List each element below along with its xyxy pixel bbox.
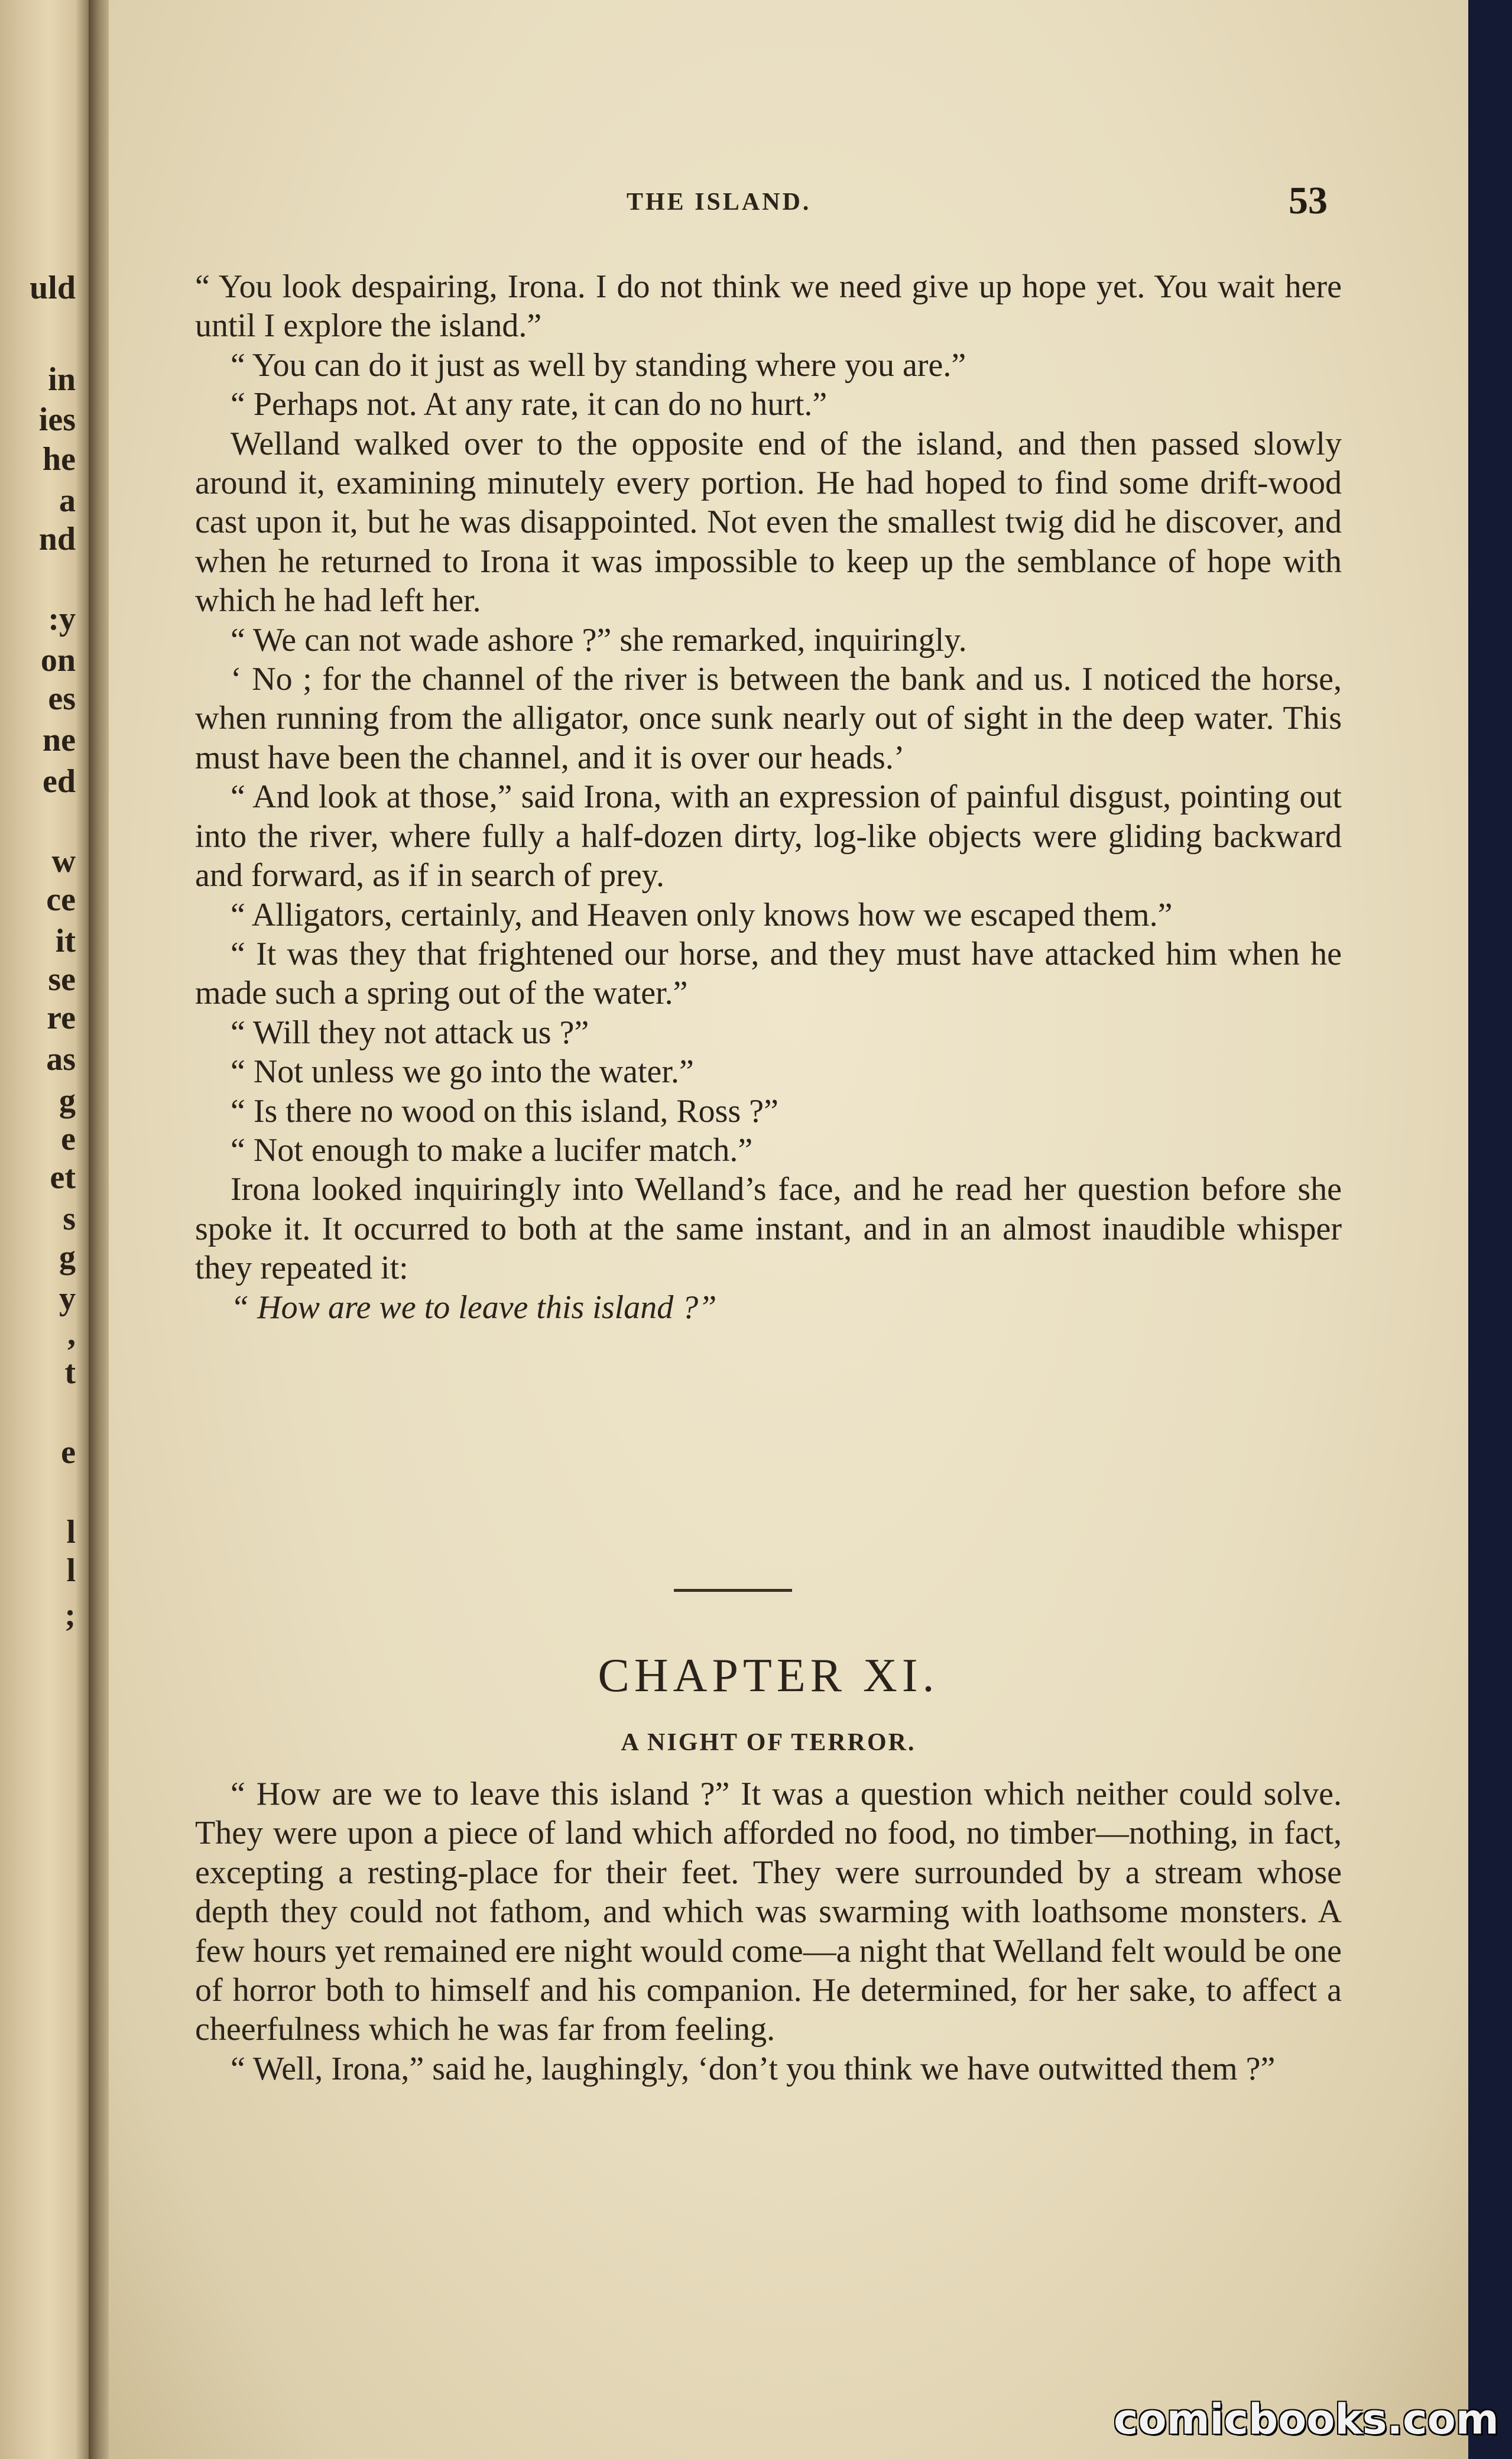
page-edge-background (1468, 0, 1512, 2459)
paragraph: “ You look despairing, Irona. I do not think we need give up hope yet. You wait here until I explore the island.” (195, 268, 1342, 345)
paragraph: “ We can not wade ashore ?” she remarked, inquiringly. (231, 621, 967, 658)
facing-page-fragment: se (48, 961, 76, 998)
paragraph: “ Will they not attack us ?” (231, 1014, 589, 1051)
facing-page-fragment: g (59, 1239, 76, 1276)
paragraph: “ It was they that frightened our horse, and they must have attacked him when he made such a spring out of the water.” (195, 935, 1342, 1012)
facing-page-fragment: , (67, 1316, 76, 1352)
running-head: THE ISLAND. (627, 189, 812, 216)
site-watermark: comicbooks.com (1114, 2395, 1499, 2444)
facing-page-fragment: a (59, 482, 76, 519)
paragraph: “ You can do it just as well by standing where you are.” (231, 346, 966, 384)
section-divider (674, 1589, 792, 1592)
paragraph: ‘ No ; for the channel of the river is between the bank and us. I noticed the horse, when running from the alligator, once sunk nearly out of sight in the deep water. This must have been the channel, and it is over our heads.’ (195, 661, 1342, 776)
facing-page-fragment: he (43, 441, 76, 478)
paragraph: “ Well, Irona,” said he, laughingly, ‘don’t you think we have outwitted them ?” (231, 2050, 1276, 2087)
facing-page-edge (0, 0, 89, 2459)
paragraph: “ Alligators, certainly, and Heaven only knows how we escaped them.” (231, 896, 1173, 933)
facing-page-fragment: et (50, 1159, 76, 1196)
facing-page-fragment: e (61, 1121, 76, 1157)
body-text-bottom (195, 1774, 1342, 2088)
chapter-subtitle: A NIGHT OF TERROR. (621, 1729, 916, 1756)
paragraph: “ And look at those,” said Irona, with an expression of painful disgust, pointing out into the river, where fully a half-dozen dirty, log-like objects were gliding backward and forward, as if in search of prey. (195, 778, 1342, 894)
paragraph: Irona looked inquiringly into Welland’s face, and he read her question before she spoke it. It occurred to both at the same instant, and in an almost inaudible whisper they repeated it: (195, 1171, 1342, 1287)
facing-page-fragment: g (59, 1082, 76, 1119)
paragraph: “ How are we to leave this island ?” It was a question which neither could solve. They were upon a piece of land which afforded no food, no timber—nothing, in fact, excepting a resting-place for their feet. They were surrounded by a stream whose depth they could not fathom, and which was swarming with loathsome monsters. A few hours yet remained ere night would come—a night that Welland felt would be one of horror both to himself and his companion. He determined, for her sake, to affect a cheerfulness which he was far from feeling. (195, 1776, 1342, 2048)
chapter-title: CHAPTER XI. (598, 1650, 939, 1702)
facing-page-fragment: y (59, 1280, 76, 1317)
facing-page-fragment: ed (43, 763, 76, 800)
facing-page-fragment: in (48, 361, 76, 398)
paragraph: “ Is there no wood on this island, Ross ?” (231, 1092, 778, 1130)
paragraph: “ Perhaps not. At any rate, it can do no hurt.” (231, 386, 828, 423)
facing-page-fragment: t (64, 1354, 76, 1391)
facing-page-fragment: as (46, 1041, 76, 1078)
facing-page-fragment: e (61, 1434, 76, 1471)
italic-question: “ How are we to leave this island ?” (231, 1289, 717, 1326)
facing-page-fragment: l (66, 1514, 76, 1550)
facing-page-fragment: :y (48, 601, 76, 637)
facing-page-fragment: ce (46, 881, 76, 918)
facing-page-fragment: uld (30, 270, 76, 306)
facing-page-fragment: ; (64, 1597, 76, 1633)
book-gutter (89, 0, 109, 2459)
paragraph: “ Not enough to make a lucifer match.” (231, 1131, 753, 1169)
facing-page-fragment: nd (38, 521, 76, 557)
paragraph: “ Not unless we go into the water.” (231, 1053, 694, 1091)
facing-page-fragment: l (66, 1552, 76, 1589)
facing-page-fragment: s (63, 1201, 76, 1237)
page-number: 53 (1289, 179, 1328, 222)
paragraph: Welland walked over to the opposite end of the island, and then passed slowly around it, examining minutely every portion. He had hoped to find some drift-wood cast upon it, but he was disappointed. Not even the smallest twig did he discover, and when he returned to Irona it was impossible to keep up the semblance of hope with which he had left her. (195, 425, 1342, 619)
body-text-top (195, 267, 1342, 1327)
facing-page-fragment: it (55, 923, 76, 959)
facing-page-fragment: es (48, 680, 76, 717)
facing-page-fragment: w (51, 843, 76, 880)
facing-page-fragment: re (47, 1000, 76, 1036)
facing-page-fragment: on (40, 642, 76, 679)
facing-page-fragment: ies (38, 401, 76, 438)
facing-page-fragment: ne (43, 722, 76, 758)
